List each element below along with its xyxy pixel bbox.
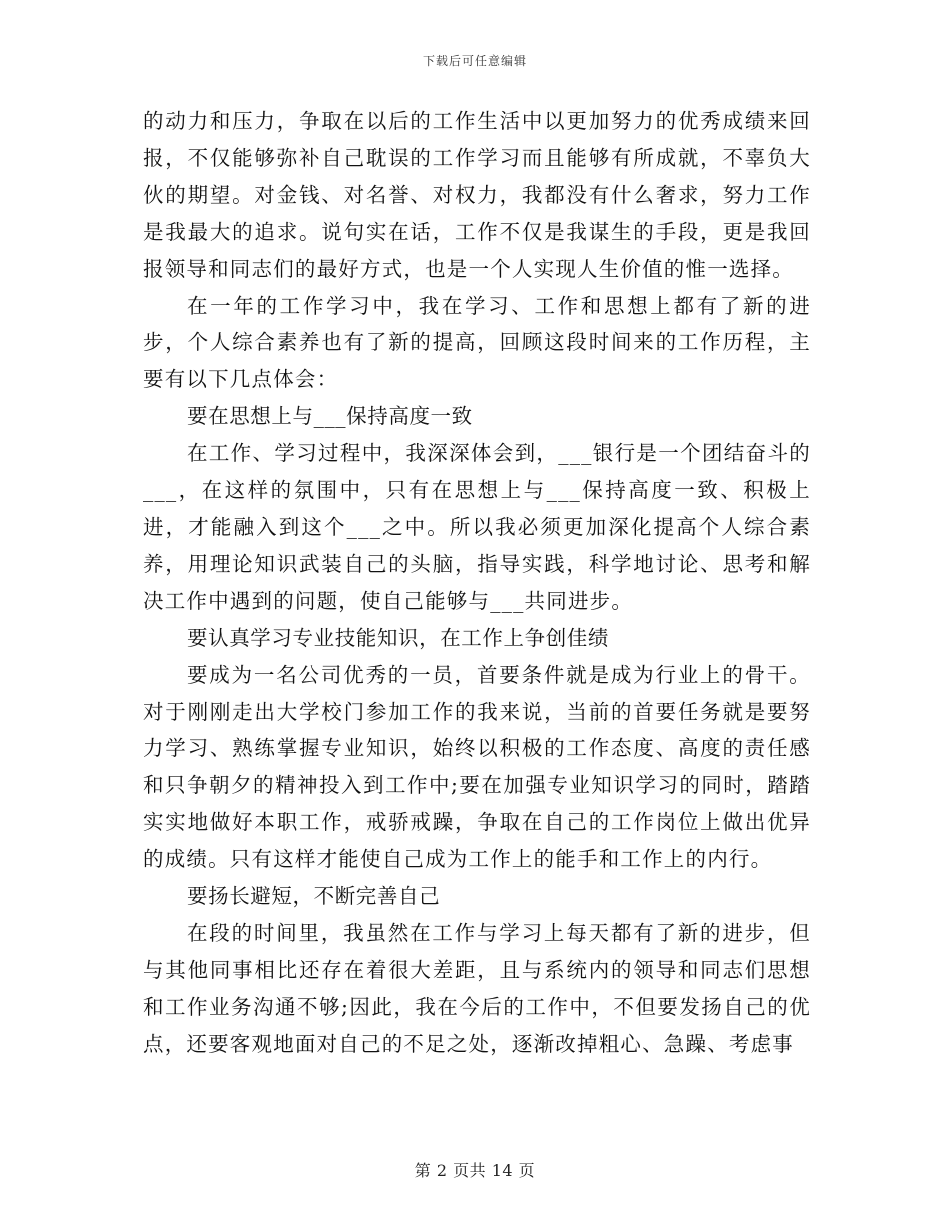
- paragraph-3: 在工作、学习过程中，我深深体会到，___银行是一个团结奋斗的___，在这样的氛围中，只有在思想上与___保持高度一致、积极上进，才能融入到这个___之中。所以我必须更加深化提高个人综合素养，用理论知识武装自己的头脑，指导实践，科学地讨论、思考和解决工作中遇到的问题，使自己能够与___共同进步。: [143, 441, 811, 613]
- section-heading-3: 要扬长避短，不断完善自己: [187, 884, 441, 909]
- paragraph-4: 要成为一名公司优秀的一员，首要条件就是成为行业上的骨干。对于刚刚走出大学校门参加工作的我来说，当前的首要任务就是要努力学习、熟练掌握专业知识，始终以积极的工作态度、高度的责任感和只争朝夕的精神投入到工作中;要在加强专业知识学习的同时，踏踏实实地做好本职工作，戒骄戒躁，争取在自己的工作岗位上做出优异的成绩。只有这样才能使自己成为工作上的能手和工作上的内行。: [143, 662, 811, 872]
- document-body: [143, 103, 811, 1063]
- paragraph-1: 的动力和压力，争取在以后的工作生活中以更加努力的优秀成绩来回报，不仅能够弥补自己耽误的工作学习而且能够有所成就，不辜负大伙的期望。对金钱、对名誉、对权力，我都没有什么奢求，努力工作是我最大的追求。说句实在话，工作不仅是我谋生的手段，更是我回报领导和同志们的最好方式，也是一个人实现人生价值的惟一选择。: [143, 109, 811, 281]
- page-header: 下载后可任意编辑: [422, 54, 527, 68]
- paragraph-2: 在一年的工作学习中，我在学习、工作和思想上都有了新的进步，个人综合素养也有了新的提高，回顾这段时间来的工作历程，主要有以下几点体会：: [143, 293, 811, 392]
- page-footer: 第 2 页共 14 页: [414, 1161, 536, 1180]
- paragraph-5: 在段的时间里，我虽然在工作与学习上每天都有了新的进步，但与其他同事相比还存在着很大差距，且与系统内的领导和同志们思想和工作业务沟通不够;因此，我在今后的工作中，不但要发扬自己的优点，还要客观地面对自己的不足之处，逐渐改掉粗心、急躁、考虑事: [143, 920, 811, 1056]
- section-heading-1: 要在思想上与___保持高度一致: [187, 404, 473, 429]
- section-heading-2: 要认真学习专业技能知识，在工作上争创佳绩: [187, 625, 609, 650]
